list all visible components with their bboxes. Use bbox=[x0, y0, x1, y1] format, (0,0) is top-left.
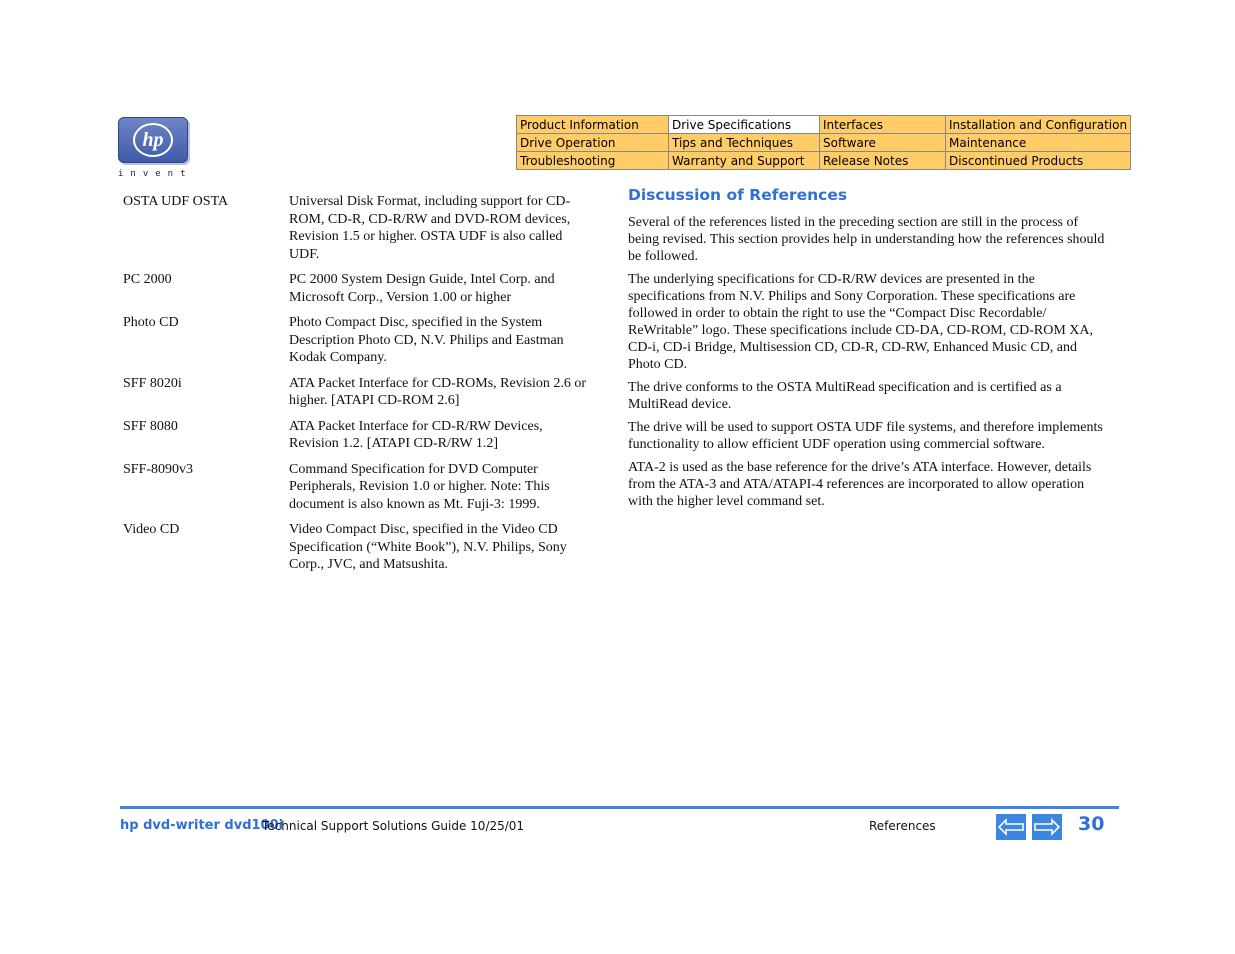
nav-row bbox=[517, 152, 1131, 170]
definition-description: ATA Packet Interface for CD-ROMs, Revision 2.6 or higher. [ATAPI CD-ROM 2.6] bbox=[289, 375, 587, 408]
reference-definitions bbox=[123, 193, 593, 582]
definition-row bbox=[123, 271, 593, 306]
nav-link-interfaces[interactable]: Interfaces bbox=[820, 116, 946, 134]
discussion-heading: Discussion of References bbox=[628, 186, 848, 204]
definition-term: PC 2000 bbox=[123, 272, 172, 287]
discussion-paragraph: The underlying specifications for CD-R/RW devices are presented in the specifications from N.V. Philips and Sony Corporation. These specifications are followed in order to obtain the right to use the “Compact Disc Recordable/ ReWritable” logo. These specifications include CD-DA, CD-ROM, CD-ROM XA, CD-i, CD-i Bridge, Multisession CD, CD-R, CD-RW, Enhanced Music CD, and Photo CD. bbox=[628, 272, 1093, 372]
definition-term: OSTA UDF OSTA bbox=[123, 194, 229, 209]
nav-link-warranty-and-support[interactable]: Warranty and Support bbox=[669, 152, 820, 170]
nav-link-maintenance[interactable]: Maintenance bbox=[946, 134, 1131, 152]
footer-guide-title: Technical Support Solutions Guide 10/25/01 bbox=[262, 819, 525, 833]
definition-description: Video Compact Disc, specified in the Video CD Specification (“White Book”), N.V. Philips, Sony Corp., JVC, and Matsushita. bbox=[289, 522, 567, 572]
page-number: 30 bbox=[1078, 813, 1105, 835]
left-arrow-icon bbox=[997, 817, 1025, 837]
definition-row bbox=[123, 461, 593, 514]
discussion-paragraph: The drive will be used to support OSTA UDF file systems, and therefore implements functionality to allow efficient UDF operation using commercial software. bbox=[628, 420, 1103, 452]
definition-term: SFF 8080 bbox=[123, 418, 178, 434]
hp-logo bbox=[118, 117, 193, 179]
footer-section-name: References bbox=[869, 819, 936, 833]
hp-logo-badge bbox=[118, 117, 188, 163]
discussion-body bbox=[628, 214, 1110, 510]
definition-row bbox=[123, 375, 593, 410]
definition-description: Command Specification for DVD Computer Peripherals, Revision 1.0 or higher. Note: This document is also known as Mt. Fuji-3: 1999. bbox=[289, 461, 550, 512]
hp-logo-mark: hp bbox=[133, 123, 173, 157]
definition-description: PC 2000 System Design Guide, Intel Corp. and Microsoft Corp., Version 1.00 or higher bbox=[289, 272, 555, 305]
definition-row bbox=[123, 521, 593, 574]
discussion-paragraph: ATA-2 is used as the base reference for the drive’s ATA interface. However, details from the ATA-3 and ATA/ATAPI-4 references are incorporated to allow operation with the higher level command set. bbox=[628, 460, 1092, 509]
definition-row bbox=[123, 418, 593, 453]
footer-divider bbox=[120, 806, 1119, 809]
nav-link-product-information[interactable]: Product Information bbox=[517, 116, 669, 134]
definition-row bbox=[123, 314, 593, 367]
discussion-section bbox=[628, 187, 1110, 516]
nav-row bbox=[517, 116, 1131, 134]
definition-description: Photo Compact Disc, specified in the System Description Photo CD, N.V. Philips and Eastman Kodak Company. bbox=[289, 315, 564, 365]
nav-link-installation-and-configuration[interactable]: Installation and Configuration bbox=[946, 116, 1131, 134]
logo-tagline: invent bbox=[118, 169, 193, 179]
discussion-paragraph: The drive conforms to the OSTA MultiRead specification and is certified as a MultiRead device. bbox=[628, 380, 1062, 412]
definition-description: ATA Packet Interface for CD-R/RW Devices, Revision 1.2. [ATAPI CD-R/RW 1.2] bbox=[289, 418, 543, 451]
definition-term: Photo CD bbox=[123, 315, 179, 330]
previous-page-button[interactable] bbox=[996, 814, 1026, 840]
definition-description: Universal Disk Format, including support for CD-ROM, CD-R, CD-R/RW and DVD-ROM devices, Revision 1.5 or higher. OSTA UDF is also called UDF. bbox=[289, 194, 571, 262]
nav-link-drive-specifications[interactable]: Drive Specifications bbox=[669, 116, 820, 134]
nav-row bbox=[517, 134, 1131, 152]
definition-term: Video CD bbox=[123, 522, 180, 537]
definition-term: SFF 8020i bbox=[123, 375, 182, 391]
definition-term: SFF-8090v3 bbox=[123, 461, 194, 477]
nav-grid bbox=[516, 115, 1131, 170]
footer-brand: hp dvd-writer dvd100i bbox=[120, 818, 284, 833]
right-arrow-icon bbox=[1033, 817, 1061, 837]
next-page-button[interactable] bbox=[1032, 814, 1062, 840]
nav-link-drive-operation[interactable]: Drive Operation bbox=[517, 134, 669, 152]
definition-row bbox=[123, 193, 593, 263]
nav-link-release-notes[interactable]: Release Notes bbox=[820, 152, 946, 170]
nav-link-discontinued-products[interactable]: Discontinued Products bbox=[946, 152, 1131, 170]
nav-link-troubleshooting[interactable]: Troubleshooting bbox=[517, 152, 669, 170]
nav-link-tips-and-techniques[interactable]: Tips and Techniques bbox=[669, 134, 820, 152]
discussion-paragraph: Several of the references listed in the preceding section are still in the process of being revised. This section provides help in understanding how the references should be followed. bbox=[628, 215, 1105, 264]
nav-link-software[interactable]: Software bbox=[820, 134, 946, 152]
